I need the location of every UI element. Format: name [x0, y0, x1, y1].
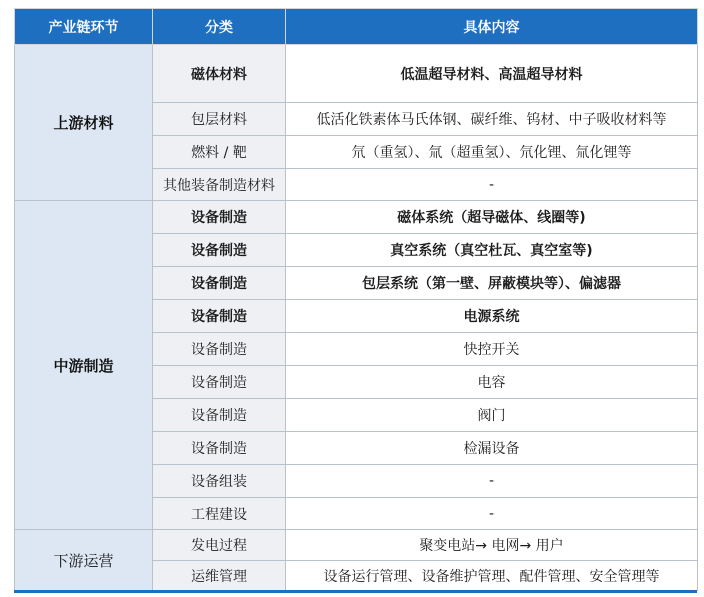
- category-cell: 设备制造: [153, 300, 286, 333]
- table-bottom-rule: [14, 590, 697, 593]
- category-cell: 其他装备制造材料: [153, 169, 286, 201]
- category-cell: 设备组装: [153, 465, 286, 498]
- table-row: [15, 45, 698, 103]
- content-cell: 电源系统: [286, 300, 698, 333]
- category-cell: 磁体材料: [153, 45, 286, 103]
- content-cell: 阀门: [286, 399, 698, 432]
- content-cell: 真空系统（真空杜瓦、真空室等): [286, 234, 698, 267]
- content-cell: -: [286, 498, 698, 530]
- content-cell: 低温超导材料、高温超导材料: [286, 45, 698, 103]
- content-cell: 检漏设备: [286, 432, 698, 465]
- content-cell: 低活化铁素体马氏体钢、碳纤维、钨材、中子吸收材料等: [286, 103, 698, 136]
- industry-chain-table: [14, 8, 698, 591]
- category-cell: 发电过程: [153, 530, 286, 561]
- category-cell: 设备制造: [153, 333, 286, 366]
- segment-midstream: 中游制造: [15, 201, 153, 530]
- industry-chain-table-container: [14, 8, 697, 591]
- segment-upstream: 上游材料: [15, 45, 153, 201]
- content-cell: 聚变电站→ 电网→ 用户: [286, 530, 698, 561]
- segment-downstream: 下游运营: [15, 530, 153, 591]
- category-cell: 设备制造: [153, 201, 286, 234]
- header-segment: 产业链环节: [15, 9, 153, 45]
- category-cell: 设备制造: [153, 267, 286, 300]
- category-cell: 燃料 / 靶: [153, 136, 286, 169]
- category-cell: 运维管理: [153, 561, 286, 591]
- category-cell: 工程建设: [153, 498, 286, 530]
- category-cell: 设备制造: [153, 366, 286, 399]
- category-cell: 包层材料: [153, 103, 286, 136]
- content-cell: -: [286, 465, 698, 498]
- content-cell: 快控开关: [286, 333, 698, 366]
- category-cell: 设备制造: [153, 432, 286, 465]
- category-cell: 设备制造: [153, 234, 286, 267]
- content-cell: 设备运行管理、设备维护管理、配件管理、安全管理等: [286, 561, 698, 591]
- header-content: 具体内容: [286, 9, 698, 45]
- content-cell: -: [286, 169, 698, 201]
- content-cell: 氘（重氢）、氚（超重氢）、氘化锂、氚化锂等: [286, 136, 698, 169]
- content-cell: 磁体系统（超导磁体、线圈等): [286, 201, 698, 234]
- content-cell: 电容: [286, 366, 698, 399]
- category-cell: 设备制造: [153, 399, 286, 432]
- header-category: 分类: [153, 9, 286, 45]
- content-cell: 包层系统（第一壁、屏蔽模块等）、偏滤器: [286, 267, 698, 300]
- header-row: [15, 9, 698, 45]
- table-row: [15, 530, 698, 561]
- table-row: [15, 201, 698, 234]
